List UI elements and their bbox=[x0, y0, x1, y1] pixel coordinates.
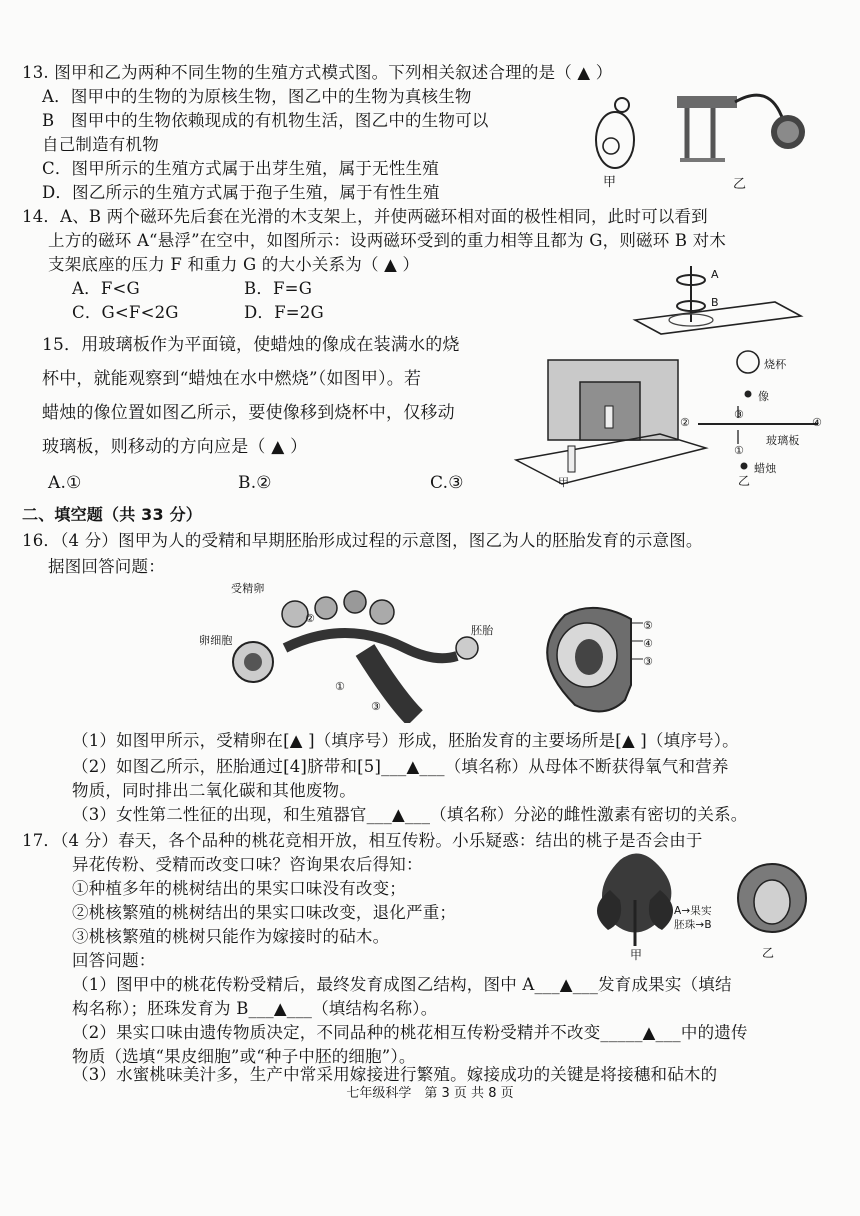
q14-option-a: A．F<G bbox=[72, 279, 140, 298]
q13-option-d: D．图乙所示的生殖方式属于孢子生殖，属于有性生殖 bbox=[42, 183, 440, 202]
q16-yi-num-4: ④ bbox=[643, 637, 654, 650]
q15-dir-3: ③ bbox=[734, 408, 745, 421]
q13-figure-drawing bbox=[585, 88, 825, 198]
q16-part-3: （3）女性第二性征的出现，和生殖器官___▲___（填名称）分泌的雌性激素有密切的关系。 bbox=[72, 805, 748, 824]
q16-jia-num-3: ③ bbox=[371, 700, 382, 713]
q17-label-b: 胚珠→B bbox=[674, 919, 712, 931]
q17-stem-line2: 异花传粉、受精而改变口味？咨询果农后得知： bbox=[72, 855, 423, 874]
q17-fig-jia-label: 甲 bbox=[630, 948, 643, 962]
q14-stem-line3: 支架底座的压力 F 和重力 G 的大小关系为（ ▲ ） bbox=[48, 255, 420, 274]
q17-figure bbox=[590, 850, 820, 962]
q15-option-b: B.② bbox=[238, 473, 272, 493]
q15-fig-jia-label: 甲 bbox=[558, 476, 570, 489]
q13-figure bbox=[585, 88, 825, 198]
q17-part-1-line1: （1）图甲中的桃花传粉受精后，最终发育成图乙结构，图中 A___▲___发育成果实（填结 bbox=[72, 975, 732, 994]
q16-figure-jia bbox=[195, 578, 495, 723]
q14-fig-label-b: B bbox=[711, 296, 719, 309]
q14-stem-line1: 14．A、B 两个磁环先后套在光滑的木支架上，并使两磁环相对面的极性相同，此时可以看到 bbox=[22, 207, 708, 226]
q13-option-a: A．图甲中的生物的为原核生物，图乙中的生物为真核生物 bbox=[42, 87, 472, 106]
section-fill-in-title: 二、填空题（共 33 分） bbox=[22, 505, 203, 524]
q14-option-b: B．F=G bbox=[244, 279, 313, 298]
q14-option-d: D．F=2G bbox=[244, 303, 324, 322]
q17-answer-intro: 回答问题： bbox=[72, 951, 156, 970]
q17-fig-yi-label: 乙 bbox=[762, 946, 775, 960]
q15-stem-line2: 杯中，就能观察到“蜡烛在水中燃烧”（如图甲）。若 bbox=[42, 369, 422, 389]
q16-stem-line2: 据图回答问题： bbox=[48, 557, 165, 576]
q13-fig-yi-label: 乙 bbox=[733, 177, 747, 192]
q16-stem-line1: 16．（4 分）图甲为人的受精和早期胚胎形成过程的示意图，图乙为人的胚胎发育的示意图。 bbox=[22, 531, 703, 550]
q13-option-b-line2: 自己制造有机物 bbox=[42, 135, 159, 154]
q16-jia-num-1: ① bbox=[335, 680, 346, 693]
q16-label-zygote: 受精卵 bbox=[231, 582, 265, 595]
q16-figure-yi bbox=[535, 605, 685, 720]
q13-fig-jia-label: 甲 bbox=[603, 175, 617, 190]
q13-option-b-line1: B 图甲中的生物依赖现成的有机物生活，图乙中的生物可以 bbox=[42, 111, 489, 130]
q13-stem: 13. 图甲和乙为两种不同生物的生殖方式模式图。下列相关叙述合理的是（ ▲ ） bbox=[22, 63, 613, 82]
q14-figure bbox=[625, 258, 805, 336]
q16-label-egg: 卵细胞 bbox=[199, 634, 233, 647]
q15-dir-2: ② bbox=[680, 416, 691, 429]
q17-fact-1: ①种植多年的桃树结出的果实口味没有改变； bbox=[72, 879, 406, 898]
q15-label-beaker: 烧杯 bbox=[764, 358, 787, 371]
q17-fact-3: ③桃核繁殖的桃树只能作为嫁接时的砧木。 bbox=[72, 927, 390, 946]
q15-option-c: C.③ bbox=[430, 473, 464, 493]
q15-label-candle: 蜡烛 bbox=[754, 462, 777, 475]
q15-dir-4: ④ bbox=[812, 416, 823, 429]
q14-fig-label-a: A bbox=[711, 268, 719, 281]
q17-part-2-line1: （2）果实口味由遗传物质决定，不同品种的桃花相互传粉受精并不改变_____▲___中的遗传 bbox=[72, 1023, 748, 1042]
q16-figure-yi-drawing bbox=[535, 605, 685, 720]
q16-yi-num-3: ③ bbox=[643, 655, 654, 668]
q15-label-glass: 玻璃板 bbox=[766, 434, 800, 447]
q15-stem-line4: 玻璃板，则移动的方向应是（ ▲ ） bbox=[42, 437, 308, 457]
q17-part-1-line2: 构名称）；胚珠发育为 B___▲___（填结构名称）。 bbox=[72, 999, 438, 1018]
q17-fact-2: ②桃核繁殖的桃树结出的果实口味改变，退化严重； bbox=[72, 903, 457, 922]
page-footer: 七年级科学 第 3 页 共 8 页 bbox=[346, 1086, 514, 1101]
q16-part-2-line1: （2）如图乙所示，胚胎通过[4]脐带和[5]___▲___（填名称）从母体不断获得氧气和营养 bbox=[72, 757, 729, 776]
q15-dir-1: ① bbox=[734, 444, 745, 457]
q13-option-c: C．图甲所示的生殖方式属于出芽生殖，属于无性生殖 bbox=[42, 159, 439, 178]
q16-jia-num-2: ② bbox=[305, 612, 316, 625]
q15-option-a: A.① bbox=[48, 473, 82, 493]
q16-yi-num-5: ⑤ bbox=[643, 619, 654, 632]
q14-option-c: C．G<F<2G bbox=[72, 303, 179, 322]
q16-part-1: （1）如图甲所示，受精卵在[▲ ]（填序号）形成，胚胎发育的主要场所是[▲ ]（填序号）。 bbox=[72, 731, 739, 750]
q17-part-3: （3）水蜜桃味美汁多，生产中常采用嫁接进行繁殖。嫁接成功的关键是将接穗和砧木的 bbox=[72, 1065, 718, 1084]
q15-label-image: 像 bbox=[758, 390, 770, 403]
q17-part-2-line2: 物质（选填“果皮细胞”或“种子中胚的细胞”）。 bbox=[72, 1047, 416, 1066]
q15-fig-yi-label: 乙 bbox=[738, 474, 751, 488]
q16-label-embryo: 胚胎 bbox=[471, 624, 494, 637]
q16-part-2-line2: 物质，同时排出二氧化碳和其他废物。 bbox=[72, 781, 356, 800]
q17-label-a: A→果实 bbox=[674, 905, 712, 917]
q15-stem-line1: 15．用玻璃板作为平面镜，使蜡烛的像成在装满水的烧 bbox=[42, 335, 460, 355]
q15-figure-yi-drawing bbox=[678, 348, 828, 486]
q17-stem-line1: 17．（4 分）春天，各个品种的桃花竞相开放，相互传粉。小乐疑惑：结出的桃子是否会由于 bbox=[22, 831, 703, 850]
q15-figure-yi bbox=[678, 348, 828, 486]
q14-stem-line2: 上方的磁环 A“悬浮”在空中，如图所示：设两磁环受到的重力相等且都为 G，则磁环 B 对木 bbox=[48, 231, 727, 250]
q15-stem-line3: 蜡烛的像位置如图乙所示，要使像移到烧杯中，仅移动 bbox=[42, 403, 455, 423]
